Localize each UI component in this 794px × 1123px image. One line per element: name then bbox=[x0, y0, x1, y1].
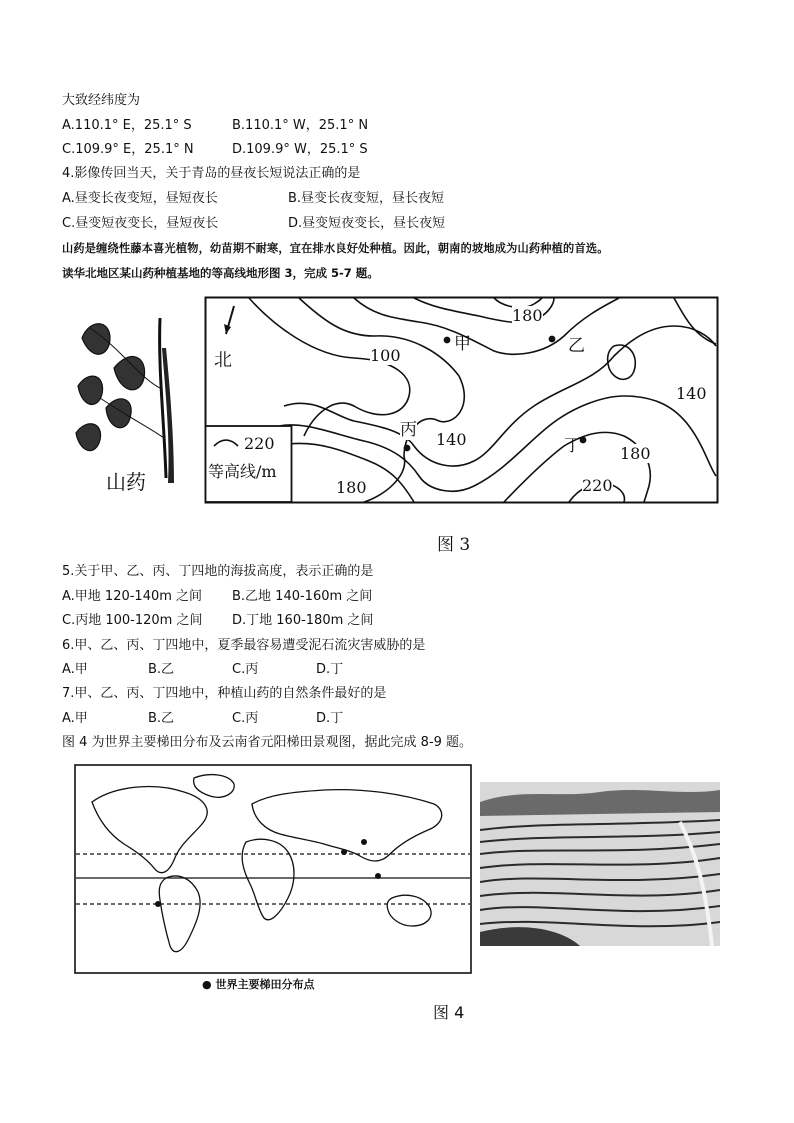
q3-option-b: B.110.1° W，25.1° N bbox=[232, 118, 369, 133]
contour-label-140-right: 140 bbox=[676, 384, 707, 403]
yam-stem bbox=[160, 318, 166, 478]
terrace-point bbox=[375, 873, 381, 879]
q3-option-d: D.109.9° W，25.1° S bbox=[232, 142, 368, 157]
north-label: 北 bbox=[214, 346, 232, 372]
q4-option-b: B.昼变长夜变短，昼长夜短 bbox=[288, 191, 445, 206]
q4-stem: 4.影像传回当天，关于青岛的昼夜长短说法正确的是 bbox=[62, 166, 361, 181]
contour-label-100: 100 bbox=[370, 346, 401, 365]
legend-label: 等高线/m bbox=[208, 462, 277, 481]
contour-label-140-center: 140 bbox=[436, 430, 467, 449]
q6-stem: 6.甲、乙、丙、丁四地中，夏季最容易遭受泥石流灾害威胁的是 bbox=[62, 638, 426, 653]
q7-option-c: C.丙 bbox=[232, 711, 259, 726]
q5-stem: 5.关于甲、乙、丙、丁四地的海拔高度，表示正确的是 bbox=[62, 564, 374, 579]
terrace-point bbox=[155, 901, 161, 907]
point-yi-label: 乙 bbox=[568, 336, 585, 356]
point-jia-marker bbox=[444, 337, 451, 344]
q5-option-d: D.丁地 160-180m 之间 bbox=[232, 613, 374, 628]
figure-3-caption: 图 3 bbox=[437, 535, 471, 555]
q4-option-d: D.昼变短夜变长，昼长夜短 bbox=[288, 216, 446, 231]
intro-terrace: 图 4 为世界主要梯田分布及云南省元阳梯田景观图，据此完成 8-9 题。 bbox=[62, 735, 473, 750]
yam-illustration bbox=[70, 308, 190, 498]
contour-label-180-right: 180 bbox=[620, 444, 651, 463]
point-ding-label: 丁 bbox=[564, 436, 581, 456]
terrace-point bbox=[341, 849, 347, 855]
point-yi-marker bbox=[549, 336, 556, 343]
figure-4-caption: 图 4 bbox=[433, 1003, 465, 1022]
q5-option-b: B.乙地 140-160m 之间 bbox=[232, 589, 373, 604]
point-bing-label: 丙 bbox=[400, 415, 417, 440]
q6-option-c: C.丙 bbox=[232, 662, 259, 677]
q6-option-d: D.丁 bbox=[316, 662, 344, 677]
q7-option-d: D.丁 bbox=[316, 711, 344, 726]
q7-stem: 7.甲、乙、丙、丁四地中，种植山药的自然条件最好的是 bbox=[62, 686, 387, 701]
legend-dot-icon: ● bbox=[202, 978, 212, 991]
q4-option-a: A.昼变长夜变短，昼短夜长 bbox=[62, 191, 218, 206]
point-bing-marker bbox=[404, 445, 411, 452]
contour-label-220: 220 bbox=[582, 476, 613, 495]
intro-yam-line1: 山药是缠绕性藤本喜光植物，幼苗期不耐寒，宜在排水良好处种植。因此，朝南的坡地成为山药种植的首选。 bbox=[62, 242, 609, 255]
legend-text: 世界主要梯田分布点 bbox=[215, 978, 315, 991]
yam-label: 山药 bbox=[106, 470, 146, 494]
yam-leaf bbox=[78, 376, 103, 404]
yam-leaf bbox=[76, 424, 101, 451]
yam-leaf bbox=[82, 324, 110, 354]
contour-label-180-top: 180 bbox=[512, 306, 543, 325]
q3-stem-tail: 大致经纬度为 bbox=[62, 93, 141, 108]
q7-option-a: A.甲 bbox=[62, 711, 88, 726]
map-legend bbox=[202, 976, 314, 992]
contour-map bbox=[204, 296, 719, 504]
q5-option-c: C.丙地 100-120m 之间 bbox=[62, 613, 203, 628]
legend-value: 220 bbox=[244, 434, 275, 453]
yuanyang-terrace-photo bbox=[480, 782, 720, 946]
intro-yam-line2: 读华北地区某山药种植基地的等高线地形图 3，完成 5-7 题。 bbox=[62, 266, 379, 280]
q6-option-a: A.甲 bbox=[62, 662, 88, 677]
q4-option-c: C.昼变短夜变长，昼短夜长 bbox=[62, 216, 219, 231]
q6-option-b: B.乙 bbox=[148, 662, 175, 677]
yam-leaf bbox=[106, 399, 131, 428]
q3-option-a: A.110.1° E，25.1° S bbox=[62, 118, 192, 133]
point-jia-label: 甲 bbox=[454, 334, 471, 354]
world-terrace-map bbox=[74, 764, 472, 991]
contour-label-180-bottom: 180 bbox=[336, 478, 367, 497]
terrace-point bbox=[361, 839, 367, 845]
q7-option-b: B.乙 bbox=[148, 711, 175, 726]
q3-option-c: C.109.9° E，25.1° N bbox=[62, 142, 194, 157]
q5-option-a: A.甲地 120-140m 之间 bbox=[62, 589, 203, 604]
